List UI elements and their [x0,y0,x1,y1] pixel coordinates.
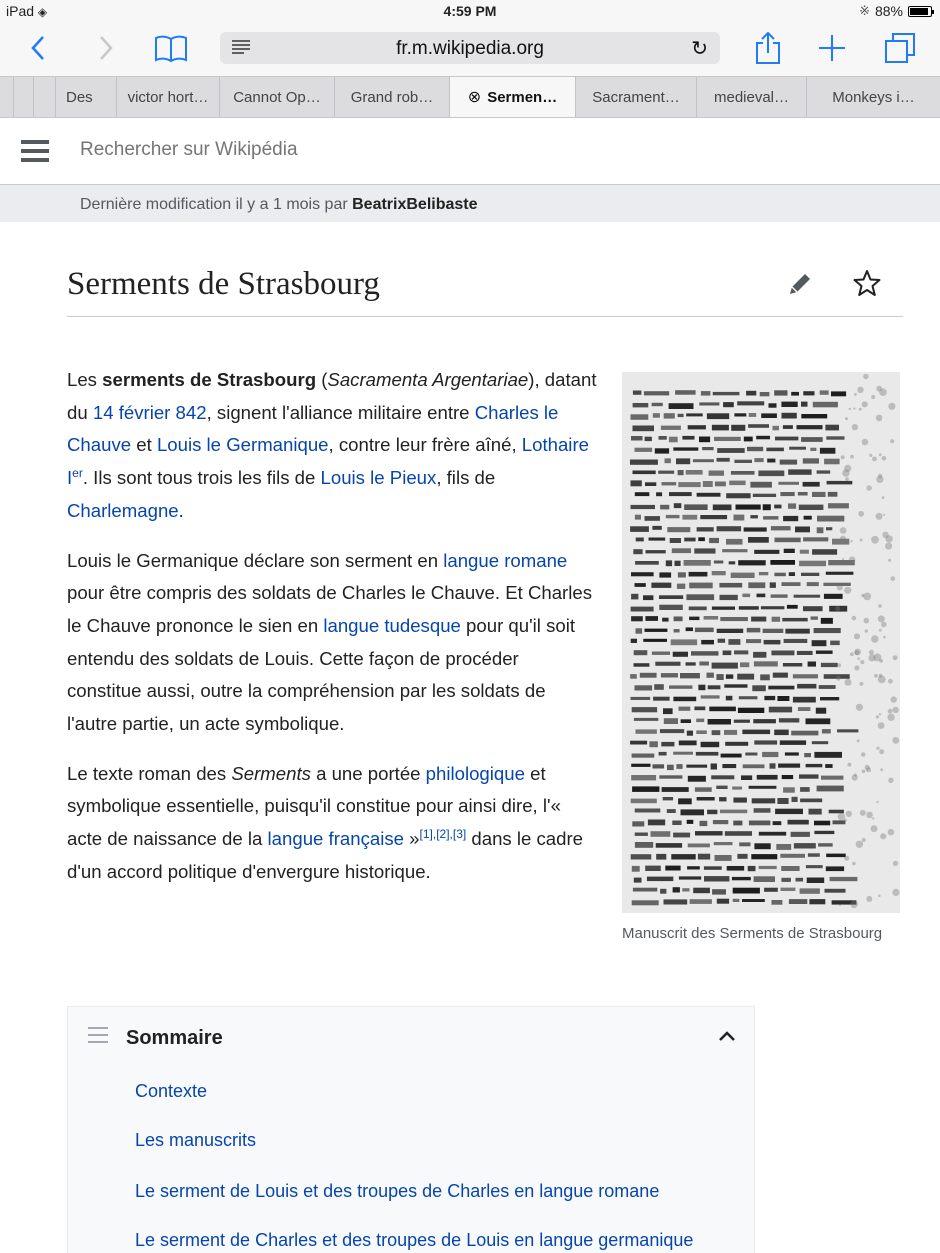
manuscript-image[interactable] [622,372,900,913]
close-tab-icon[interactable]: ⊗ [467,89,482,106]
url-text[interactable]: fr.m.wikipedia.org [396,38,544,59]
status-right [859,3,932,19]
text: Le texte roman des [67,762,232,784]
menu-icon[interactable] [21,140,49,167]
link-charlemagne[interactable]: Charlemagne [67,499,179,521]
link-text[interactable]: Lothaire I [67,434,589,489]
text: ( [316,369,328,390]
text: a une portée [310,762,426,784]
paragraph-1 [67,364,597,528]
bookmarks-icon[interactable] [154,30,188,66]
back-icon[interactable] [30,30,46,66]
tab-label: Sermen… [487,88,558,106]
watch-star-icon[interactable] [852,268,882,303]
paragraph-3 [67,758,597,889]
search-input[interactable] [80,139,680,161]
text: , signent l'alliance militaire entre [206,401,475,423]
toc-list-icon [88,1027,108,1048]
text: et symbolique essentielle, puisqu'il constitue pour ainsi dire, l'« acte de naissance de la [67,762,561,850]
tabs-icon[interactable] [884,30,916,66]
forward-icon[interactable] [98,30,114,66]
tab-label: Monkeys i… [832,88,915,106]
link-langue-romane[interactable]: langue romane [443,549,568,571]
tab-item[interactable] [576,77,697,117]
text: » [404,828,420,850]
link-louis-le-germanique[interactable]: Louis le Germanique [156,434,329,456]
tab-item[interactable] [335,77,450,117]
superscript[interactable]: er [72,465,83,480]
tab-stack-2[interactable] [14,77,34,117]
text: dans le cadre d'un accord politique d'envergure historique. [67,828,584,882]
url-bar[interactable] [220,32,720,64]
wiki-header [0,119,940,185]
toc-item-contexte[interactable]: Contexte [135,1081,208,1101]
battery-icon [908,6,932,17]
tab-item-active[interactable] [450,77,576,117]
link-charles-le-chauve[interactable]: Charles le Chauve [67,401,559,456]
tab-stack-3[interactable] [34,77,56,117]
page-title: Serments de Strasbourg [67,266,380,302]
article-body [67,364,597,906]
bluetooth-icon: ※ [859,3,870,18]
text: . [178,499,184,521]
tab-stack-1[interactable] [0,77,14,117]
tab-label: medieval… [713,88,790,106]
wifi-icon: ◈ [37,5,48,19]
link-philologique[interactable]: philologique [425,762,525,784]
tab-item[interactable] [117,77,220,117]
add-tab-icon[interactable] [817,30,847,66]
text: , fils de [436,467,496,489]
text: Les [67,369,103,390]
title-divider [67,316,903,317]
link-langue-tudesque[interactable]: langue tudesque [323,614,461,636]
battery-percent: 88% [874,3,903,19]
last-modified-text: Dernière modification il y a 1 mois par [80,196,353,213]
link-date[interactable]: 14 février 842 [92,401,207,423]
link-langue-francaise[interactable]: langue française [267,828,404,850]
reference-links[interactable]: [1],[2],[3] [419,826,467,841]
device-name: iPad [6,3,35,19]
browser-toolbar [0,22,940,76]
share-icon[interactable] [755,30,781,66]
text: , contre leur frère aîné, [328,434,522,456]
tab-label: Des [66,88,93,106]
reload-icon[interactable]: ↻ [691,38,708,60]
text: et [131,434,157,456]
toc-title[interactable]: Sommaire [126,1027,223,1049]
tab-item[interactable] [697,77,807,117]
tab-bar [0,76,940,118]
edit-icon[interactable] [786,270,814,303]
text: pour qu'il soit entendu des soldats de Louis. Cette façon de procéder constitue aussi, outre la compréhension par les soldats de l'autre partie, un acte symbolique. [67,614,576,735]
chevron-up-icon[interactable] [718,1029,736,1047]
table-of-contents [67,1006,755,1253]
status-bar [0,0,940,22]
text: . Ils sont tous trois les fils de [82,467,321,489]
link-louis-le-pieux[interactable]: Louis le Pieux [320,467,437,489]
tab-label: Cannot Op… [233,88,321,106]
battery-fill [910,8,928,15]
toc-item-serment-charles[interactable]: Le serment de Charles et des troupes de Louis en langue germanique [135,1230,694,1250]
tab-item[interactable] [56,77,117,117]
image-caption: Manuscrit des Serments de Strasbourg [622,925,883,942]
italic-term: Serments [231,762,311,784]
bold-term: serments de Strasbourg [102,369,317,390]
last-modified-user[interactable]: BeatrixBelibaste [352,196,478,213]
paragraph-2 [67,545,597,741]
tab-item[interactable] [220,77,335,117]
tab-label: victor hort… [127,88,209,106]
last-modified-bar[interactable] [0,185,940,222]
text: Louis le Germanique déclare son serment en [67,549,444,571]
text: pour être compris des soldats de Charles le Chauve. Et Charles le Chauve prononce le sien en [67,582,593,636]
toc-item-manuscrits[interactable]: Les manuscrits [135,1130,257,1150]
manuscript-drawing [622,372,900,913]
italic-term: Sacramenta Argentariae [327,369,529,390]
status-time: 4:59 PM [443,3,497,19]
text: ), datant du [67,369,597,423]
tab-label: Grand rob… [350,88,434,106]
tab-label: Sacrament… [592,88,680,106]
tab-item[interactable] [807,77,940,117]
toc-item-serment-louis[interactable]: Le serment de Louis et des troupes de Charles en langue romane [135,1181,660,1201]
